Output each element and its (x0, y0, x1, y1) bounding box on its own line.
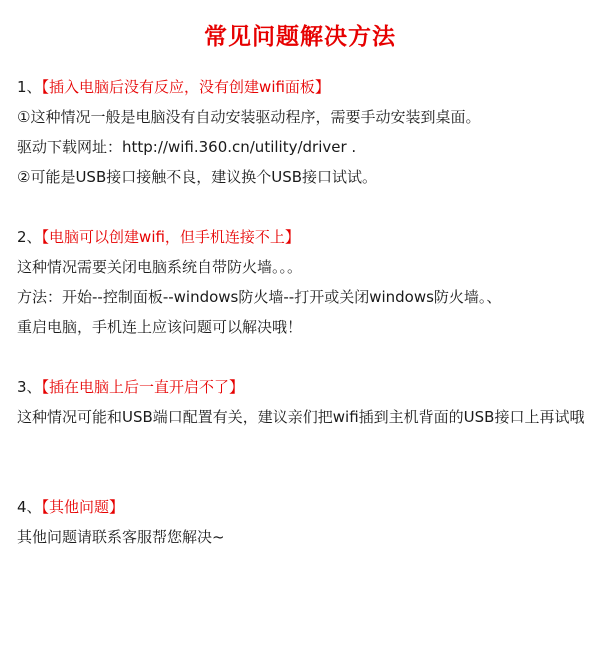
body-text: 方法：开始--控制面板--windows防火墙--打开或关闭windows防火墙。、 (17, 288, 502, 306)
faq-section-2 (17, 227, 589, 337)
body-text: 这种情况可能和USB端口配置有关，建议亲们把wifi插到主机背面的USB接口上再试哦 (17, 408, 585, 426)
faq-section-4 (17, 497, 589, 547)
section-heading (17, 227, 589, 247)
section-number: 1、 (17, 78, 42, 96)
section-number: 4、 (17, 498, 42, 516)
body-text: 重启电脑，手机连上应该问题可以解决哦！ (17, 318, 303, 336)
section-title: 【其他问题】 (41, 498, 125, 516)
faq-section-3 (17, 377, 589, 432)
body-text: 其他问题请联系客服帮您解决~ (17, 528, 225, 546)
body-text: 这种情况需要关闭电脑系统自带防火墙。。。 (17, 258, 303, 276)
section-title: 【插在电脑上后一直开启不了】 (41, 378, 245, 396)
section-heading (17, 497, 589, 517)
page-title: 常见问题解决方法 (204, 24, 396, 50)
section-heading (17, 377, 589, 397)
section-title: 【插入电脑后没有反应，没有创建wifi面板】 (41, 78, 330, 96)
section-title: 【电脑可以创建wifi，但手机连接不上】 (41, 228, 300, 246)
section-number: 3、 (17, 378, 42, 396)
section-heading (17, 77, 589, 97)
driver-download-url: 驱动下载网址：http://wifi.360.cn/utility/driver . (17, 138, 357, 156)
faq-section-1 (17, 77, 589, 187)
body-text: ①这种情况一般是电脑没有自动安装驱动程序，需要手动安装到桌面。 (17, 108, 481, 126)
section-number: 2、 (17, 228, 42, 246)
body-text: ②可能是USB接口接触不良，建议换个USB接口试试。 (17, 168, 378, 186)
